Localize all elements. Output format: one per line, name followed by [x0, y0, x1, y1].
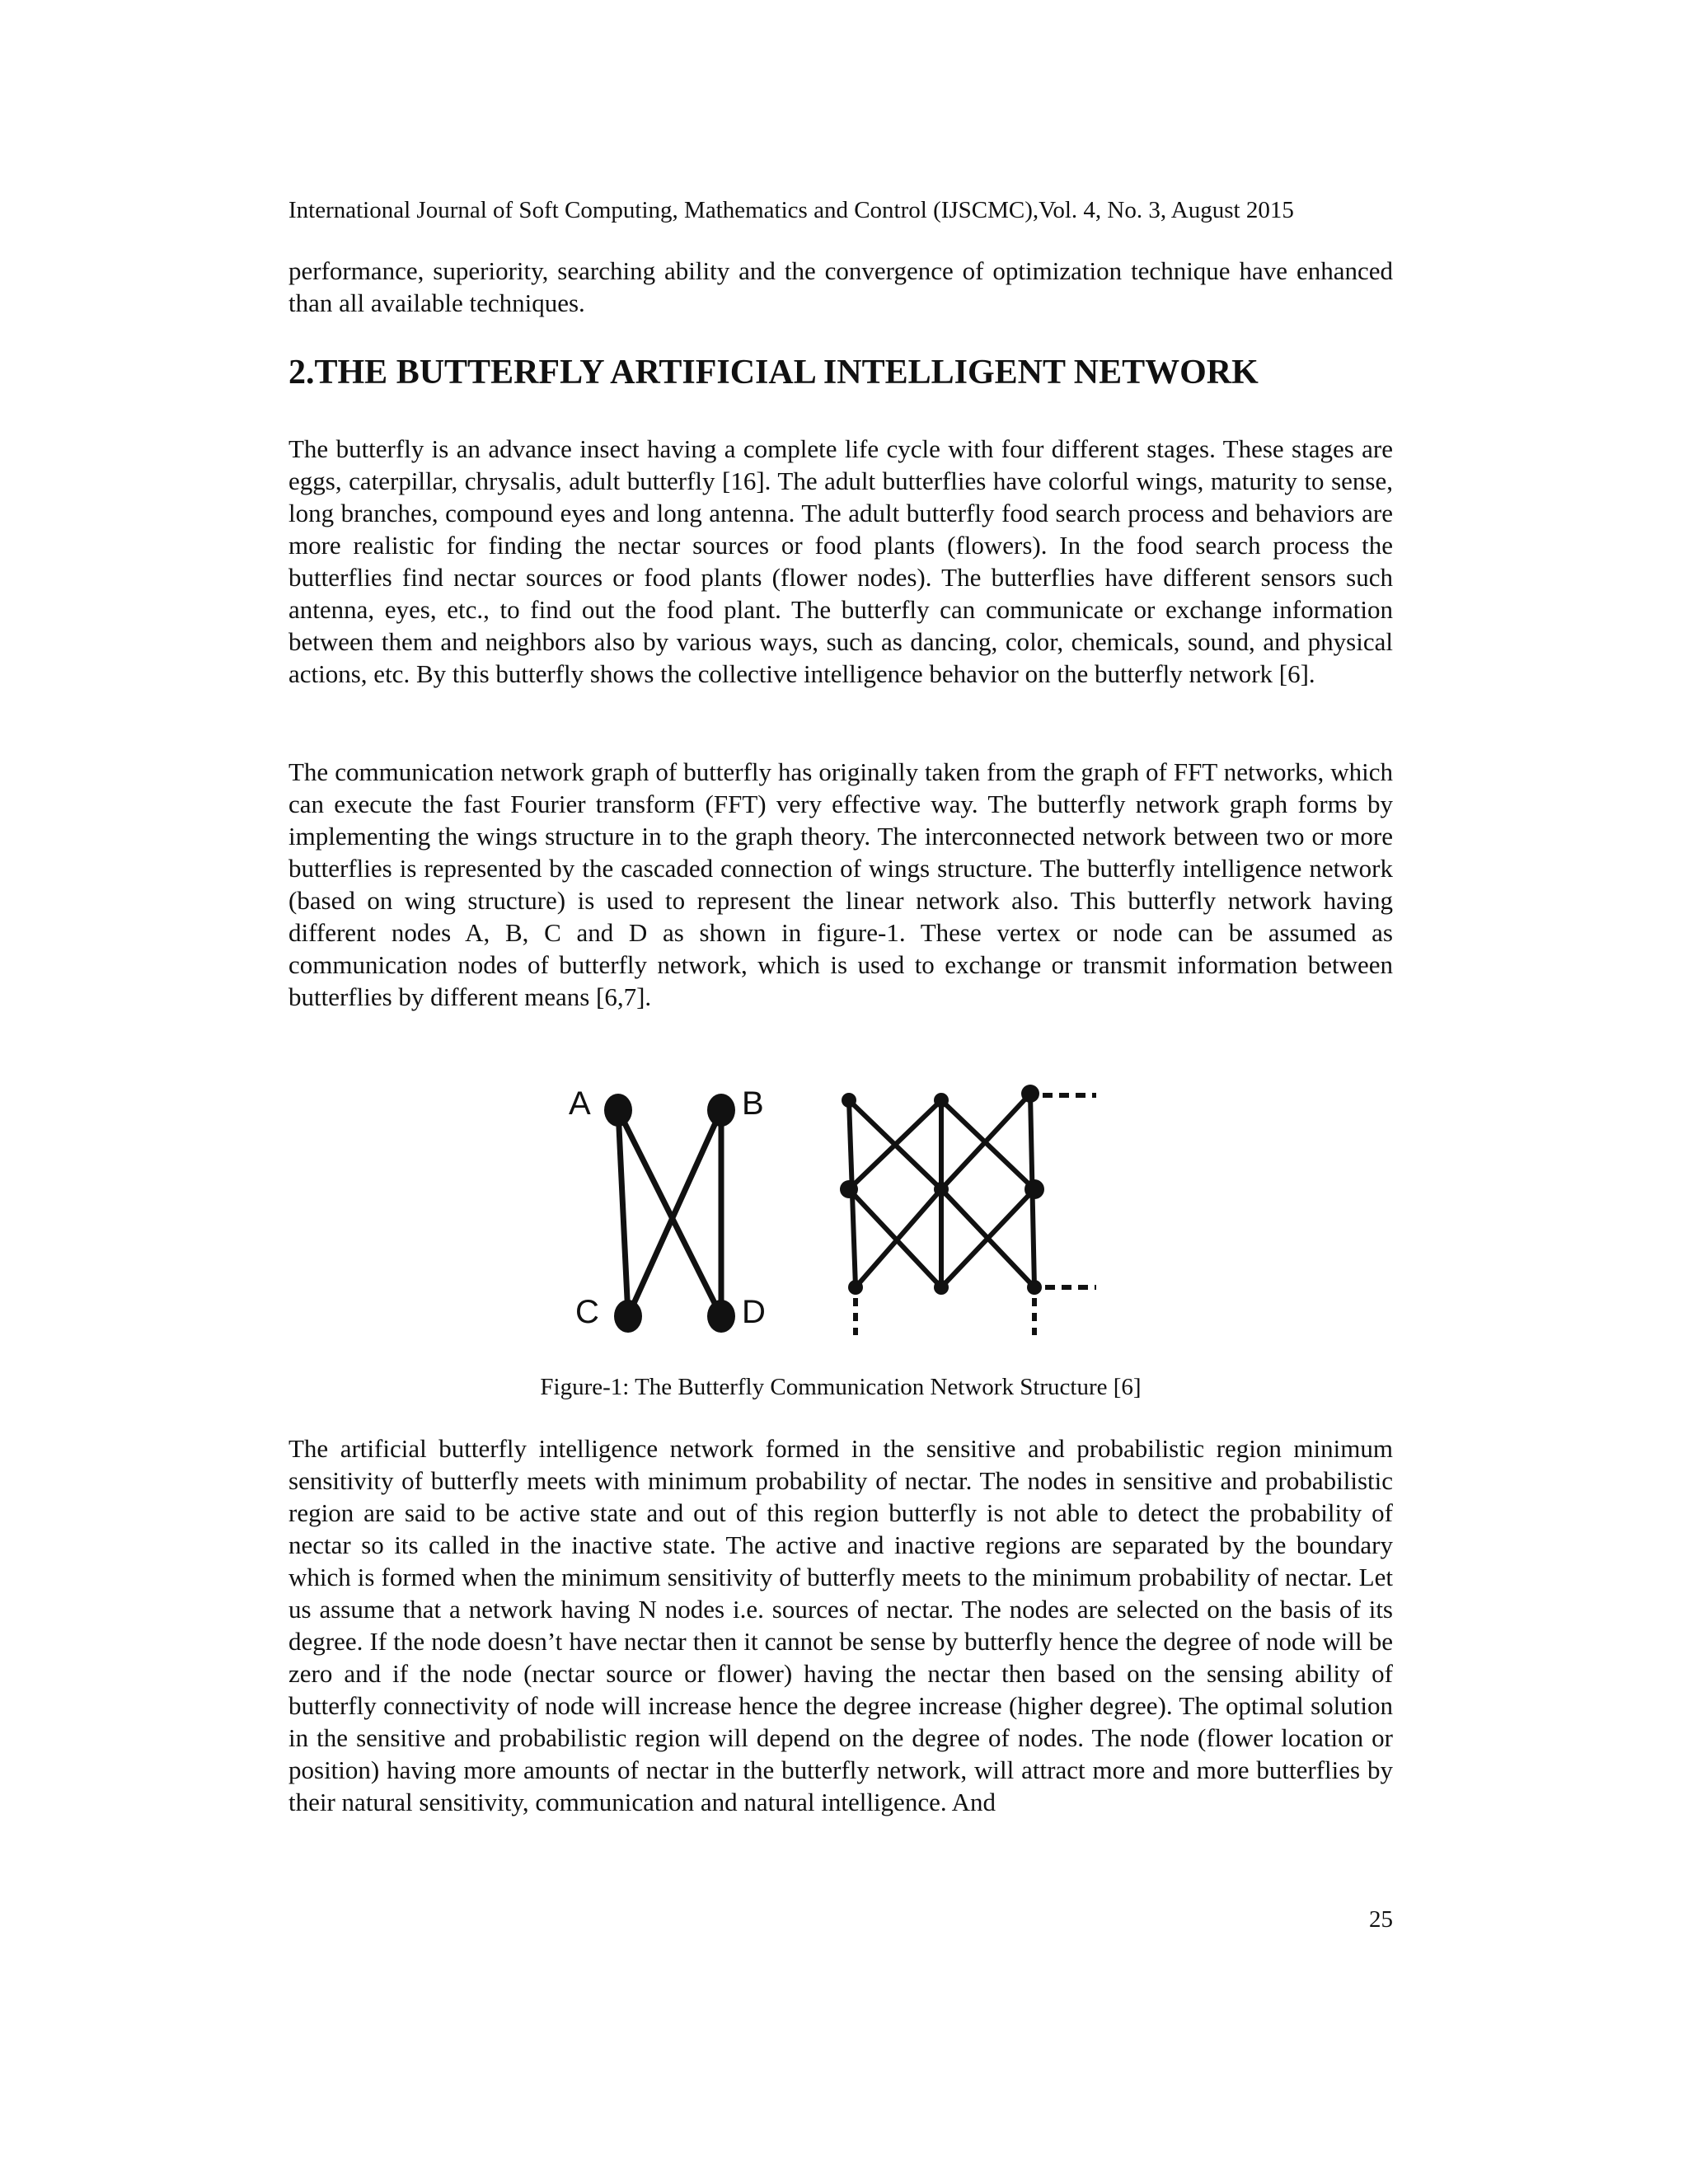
node-label-d: D — [742, 1294, 766, 1330]
running-header: International Journal of Soft Computing, Mathematics and Control (IJSCMC),Vol. 4, No. 3, August 2015 — [288, 197, 1294, 223]
node-c — [614, 1300, 642, 1333]
node-b — [707, 1094, 735, 1127]
cascade-node — [1025, 1179, 1044, 1199]
cascade-node — [934, 1280, 949, 1295]
cascade-node — [934, 1093, 949, 1108]
butterfly-network-diagram — [552, 1076, 1129, 1347]
body-paragraph-2: The communication network graph of butterfly has originally taken from the graph of FFT networks, which can execute the fast Fourier transform (FFT) very effective way. The butterfly network graph forms by implementing the wings structure in to the graph theory. The interconnected network between two or more butterflies is represented by the cascaded connection of wings structure. The butterfly intelligence network (based on wing structure) is used to represent the linear network also. This butterfly network having different nodes A, B, C and D as shown in figure-1. These vertex or node can be assumed as communication nodes of butterfly network, which is used to exchange or transmit information between butterflies by different means [6,7]. — [288, 757, 1393, 1011]
cascaded-butterfly-graph — [849, 1094, 1096, 1335]
intro-paragraph: performance, superiority, searching ability and the convergence of optimization technique have enhanced than all available techniques. — [288, 256, 1393, 317]
cascade-node — [840, 1180, 858, 1198]
section-heading: 2.THE BUTTERFLY ARTIFICIAL INTELLIGENT NETWORK — [288, 354, 1259, 391]
cascade-node — [842, 1093, 856, 1108]
butterfly-network-figure — [552, 1076, 1129, 1347]
edge-a-c — [618, 1110, 628, 1316]
single-butterfly-graph — [569, 1085, 766, 1333]
body-paragraph-1: The butterfly is an advance insect having a complete life cycle with four different stages. These stages are eggs, caterpillar, chrysalis, adult butterfly [16]. The adult butterflies have colorful wings, maturity to sense, long branches, compound eyes and long antenna. The adult butterfly food search process and behaviors are more realistic for finding the nectar sources or food plants (flowers). In the food search process the butterflies find nectar sources or food plants (flower nodes). The butterflies have different sensors such antenna, eyes, etc., to find out the food plant. The butterfly can communicate or exchange information between them and neighbors also by various ways, such as dancing, color, chemicals, sound, and physical actions, etc. By this butterfly shows the collective intelligence behavior on the butterfly network [6]. — [288, 434, 1393, 688]
cascade-node — [934, 1182, 949, 1197]
node-label-b: B — [742, 1085, 764, 1122]
node-a — [604, 1094, 632, 1127]
figure-caption: Figure-1: The Butterfly Communication Network Structure [6] — [540, 1374, 1142, 1400]
page-number: 25 — [1369, 1906, 1393, 1933]
cascade-node — [1021, 1085, 1039, 1103]
node-label-c: C — [575, 1294, 599, 1330]
cascade-node — [848, 1280, 863, 1295]
node-d — [707, 1300, 735, 1333]
cascade-node — [1027, 1280, 1042, 1295]
body-paragraph-3: The artificial butterfly intelligence network formed in the sensitive and probabilistic region minimum sensitivity of butterfly meets with minimum probability of nectar. The nodes in sensitive and probabilistic region are said to be active state and out of this region butterfly is not able to detect the probability of nectar so its called in the inactive state. The active and inactive regions are separated by the boundary which is formed when the minimum sensitivity of butterfly meets to the minimum probability of nectar. Let us assume that a network having N nodes i.e. sources of nectar. The nodes are selected on the basis of its degree. If the node doesn’t have nectar then it cannot be sense by butterfly hence the degree of node will be zero and if the node (nectar source or flower) having the nectar then based on the sensing ability of butterfly connectivity of node will increase hence the degree increase (higher degree). The optimal solution in the sensitive and probabilistic region will depend on the degree of nodes. The node (flower location or position) having more amounts of nectar in the butterfly network, will attract more and more butterflies by their natural sensitivity, communication and natural intelligence. And — [288, 1434, 1393, 1816]
node-label-a: A — [569, 1085, 591, 1122]
